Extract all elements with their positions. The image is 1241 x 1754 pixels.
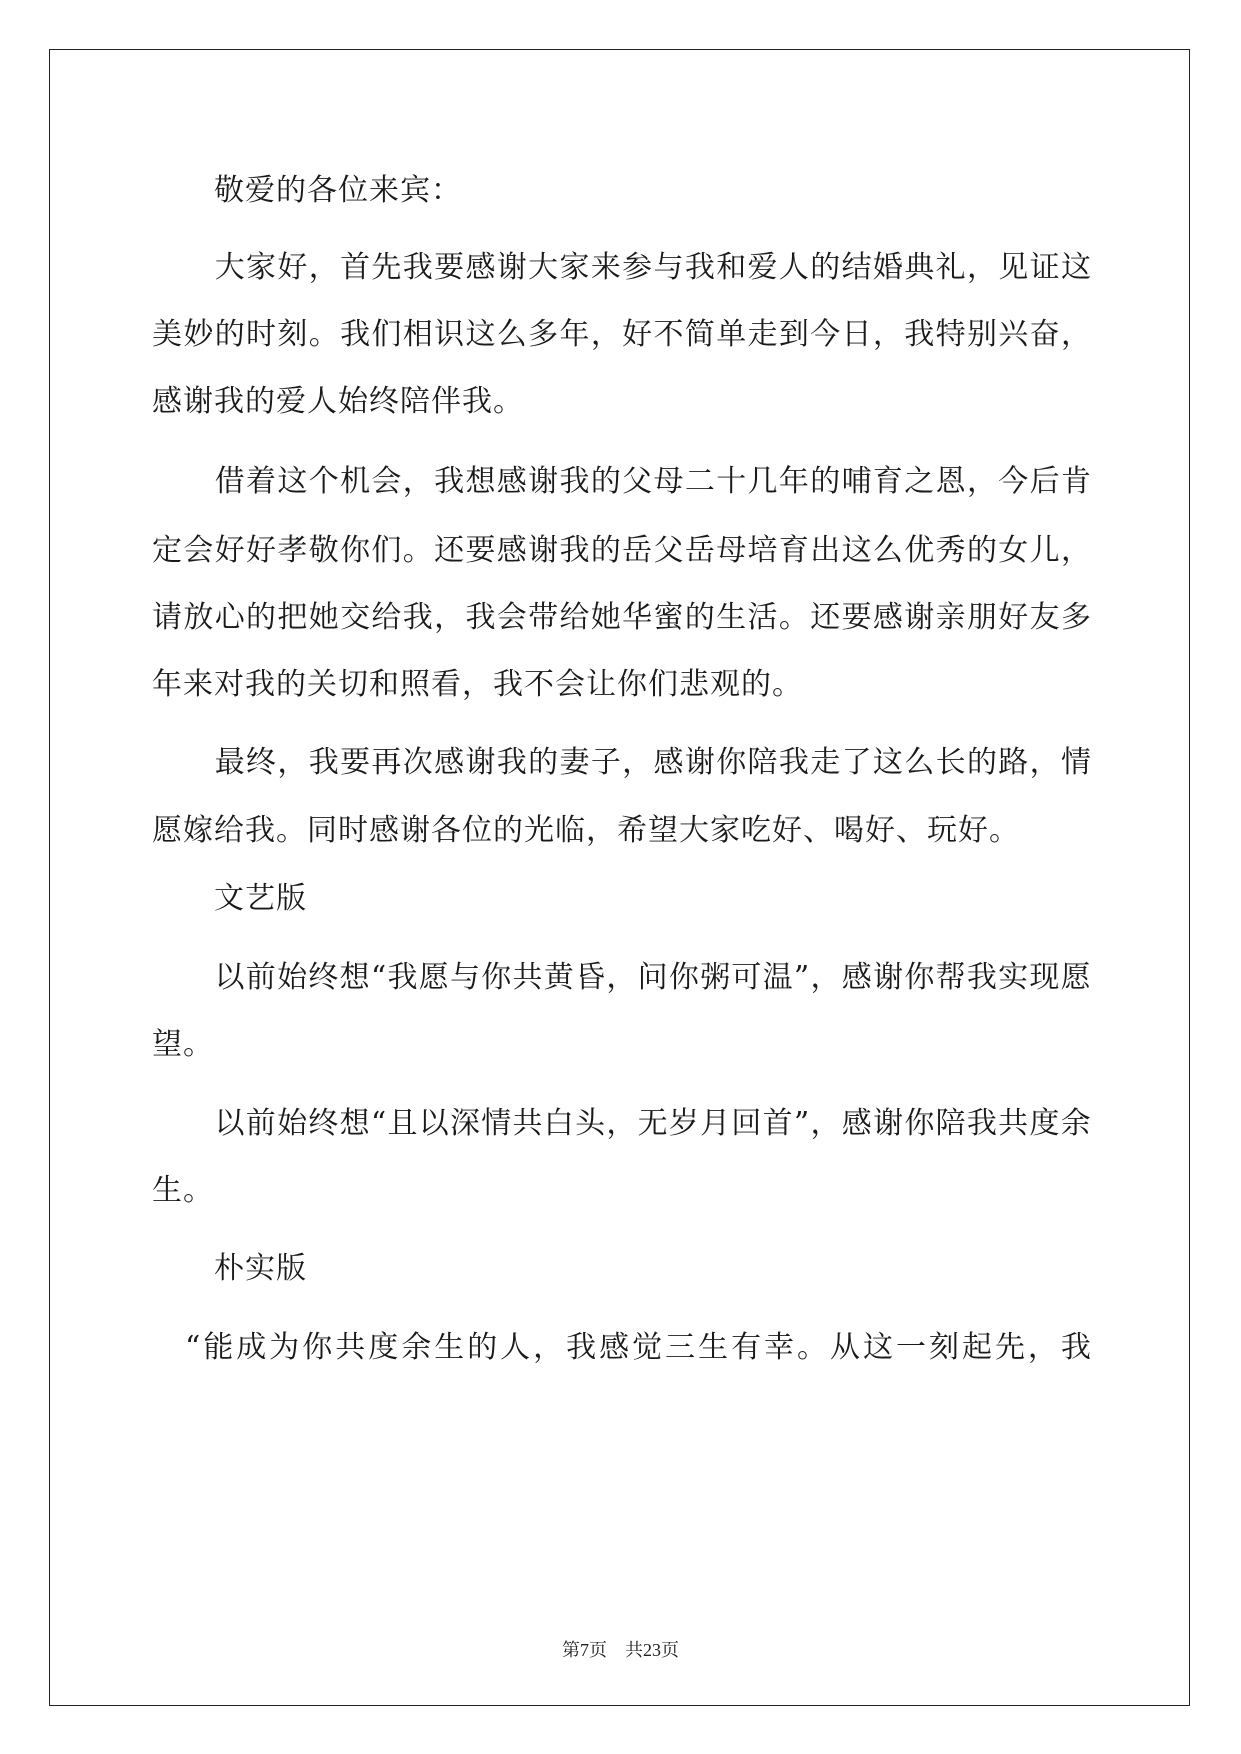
- text-line: 感谢我的爱人始终陪伴我。: [152, 384, 524, 419]
- text-line: 以 前 始 终 想 “ 且 以 深 情 共 白 头 ， 无 岁 月 回 首 ” ， 感 谢 你 陪 我 共 度 余: [214, 1106, 1092, 1141]
- text-line: “ 能 成 为 你 共 度 余 生 的 人 ， 我 感 觉 三 生 有 幸 。 从 这 一 刻 起 先 ， 我: [184, 1330, 1092, 1365]
- page-border: [49, 49, 1190, 1706]
- text-line: 以 前 始 终 想 “ 我 愿 与 你 共 黄 昏 ， 问 你 粥 可 温 ” ， 感 谢 你 帮 我 实 现 愿: [214, 960, 1092, 995]
- text-line: 借 着 这 个 机 会 ， 我 想 感 谢 我 的 父 母 二 十 几 年 的 哺 育 之 恩 ， 今 后 肯: [214, 464, 1092, 499]
- text-line: 敬爱的各位来宾：: [152, 173, 462, 208]
- text-line: 望。: [152, 1027, 214, 1062]
- text-line: 最 终 ， 我 要 再 次 感 谢 我 的 妻 子 ， 感 谢 你 陪 我 走 了 这 么 长 的 路 ， 情: [214, 745, 1092, 780]
- text-line: 大 家 好 ， 首 先 我 要 感 谢 大 家 来 参 与 我 和 爱 人 的 结 婚 典 礼 ， 见 证 这: [214, 250, 1092, 285]
- text-line: 愿嫁给我。同时感谢各位的光临，希望大家吃好、喝好、玩好。: [152, 813, 1020, 848]
- text-line: 年来对我的关切和照看，我不会让你们悲观的。: [152, 667, 803, 702]
- text-line: 朴实版: [152, 1251, 307, 1286]
- page-footer: 第7页 共23页: [562, 1640, 679, 1660]
- text-line: 定 会 好 好 孝 敬 你 们 。 还 要 感 谢 我 的 岳 父 岳 母 培 育 出 这 么 优 秀 的 女 儿 ，: [152, 533, 1092, 568]
- text-line: 文艺版: [152, 881, 307, 916]
- text-line: 生。: [152, 1173, 214, 1208]
- text-line: 请 放 心 的 把 她 交 给 我 ， 我 会 带 给 她 华 蜜 的 生 活 。 还 要 感 谢 亲 朋 好 友 多: [152, 600, 1092, 635]
- text-line: 美 妙 的 时 刻 。 我 们 相 识 这 么 多 年 ， 好 不 简 单 走 到 今 日 ， 我 特 别 兴 奋 ，: [152, 317, 1092, 352]
